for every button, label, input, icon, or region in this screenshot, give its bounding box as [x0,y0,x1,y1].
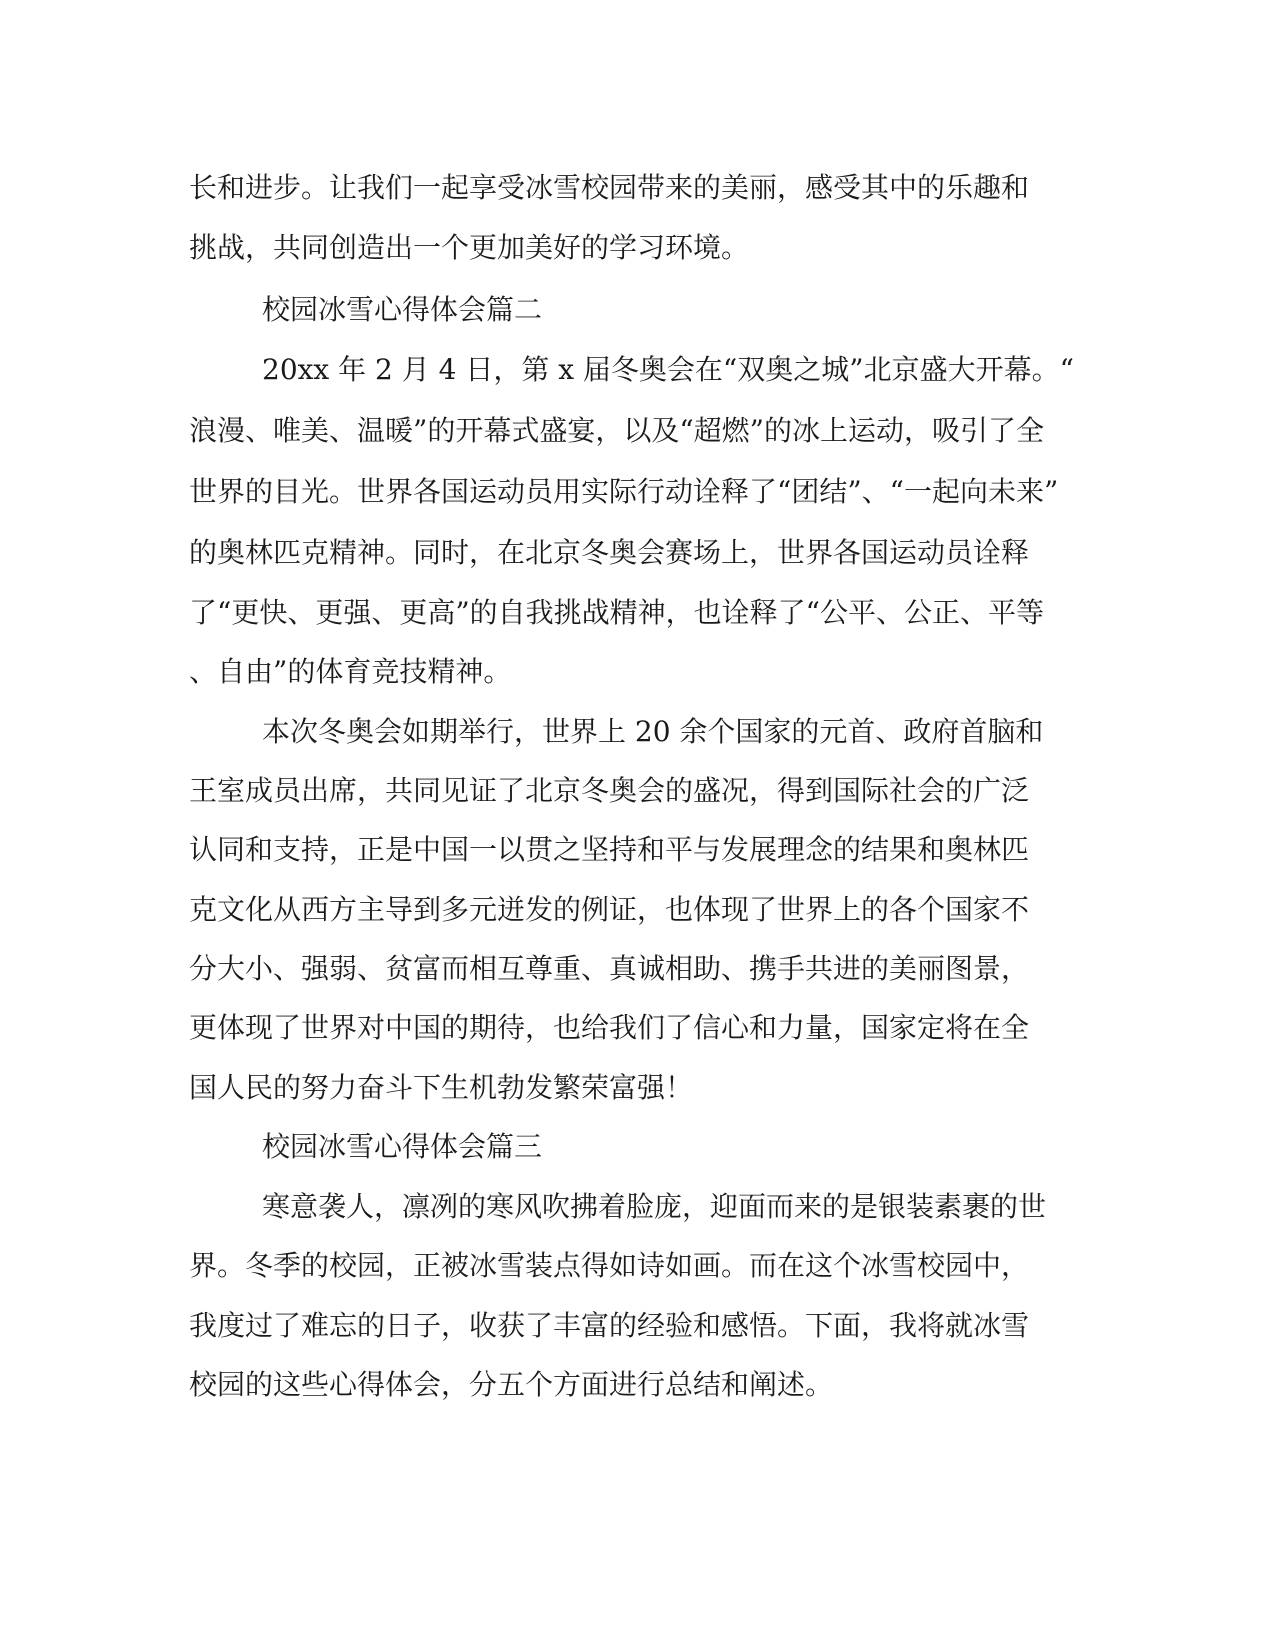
paragraph-line: 认同和支持，正是中国一以贯之坚持和平与发展理念的结果和奥林匹 [189,833,1030,866]
section-heading: 校园冰雪心得体会篇二 [262,293,543,326]
paragraph-line: 校园的这些心得体会，分五个方面进行总结和阐述。 [189,1368,834,1401]
paragraph-line: 本次冬奥会如期举行，世界上 20 余个国家的元首、政府首脑和 [262,715,1044,748]
paragraph-line: 世界的目光。世界各国运动员用实际行动诠释了“团结”、“一起向未来” [189,475,1059,508]
paragraph-line: 20xx 年 2 月 4 日，第 x 届冬奥会在“双奥之城”北京盛大开幕。“ [262,353,1074,386]
paragraph-line: 更体现了世界对中国的期待，也给我们了信心和力量，国家定将在全 [189,1011,1030,1044]
paragraph-line: 浪漫、唯美、温暖”的开幕式盛宴，以及“超燃”的冰上运动，吸引了全 [189,414,1044,447]
paragraph-line: 王室成员出席，共同见证了北京冬奥会的盛况，得到国际社会的广泛 [189,774,1030,807]
paragraph-line: 界。冬季的校园，正被冰雪装点得如诗如画。而在这个冰雪校园中， [189,1249,1030,1282]
paragraph-line: 了“更快、更强、更高”的自我挑战精神，也诠释了“公平、公正、平等 [189,596,1044,629]
paragraph-line: 分大小、强弱、贫富而相互尊重、真诚相助、携手共进的美丽图景， [189,952,1030,985]
paragraph-line: 的奥林匹克精神。同时，在北京冬奥会赛场上，世界各国运动员诠释 [189,536,1030,569]
paragraph-line: 挑战，共同创造出一个更加美好的学习环境。 [189,231,750,264]
paragraph-line: 寒意袭人，凛冽的寒风吹拂着脸庞，迎面而来的是银装素裹的世 [262,1190,1047,1223]
paragraph-line: 、自由”的体育竞技精神。 [189,655,512,688]
section-heading: 校园冰雪心得体会篇三 [262,1130,543,1163]
paragraph-line: 国人民的努力奋斗下生机勃发繁荣富强！ [189,1071,694,1104]
paragraph-line: 我度过了难忘的日子，收获了丰富的经验和感悟。下面，我将就冰雪 [189,1309,1030,1342]
paragraph-line: 克文化从西方主导到多元迸发的例证，也体现了世界上的各个国家不 [189,893,1030,926]
paragraph-line: 长和进步。让我们一起享受冰雪校园带来的美丽，感受其中的乐趣和 [189,171,1030,204]
